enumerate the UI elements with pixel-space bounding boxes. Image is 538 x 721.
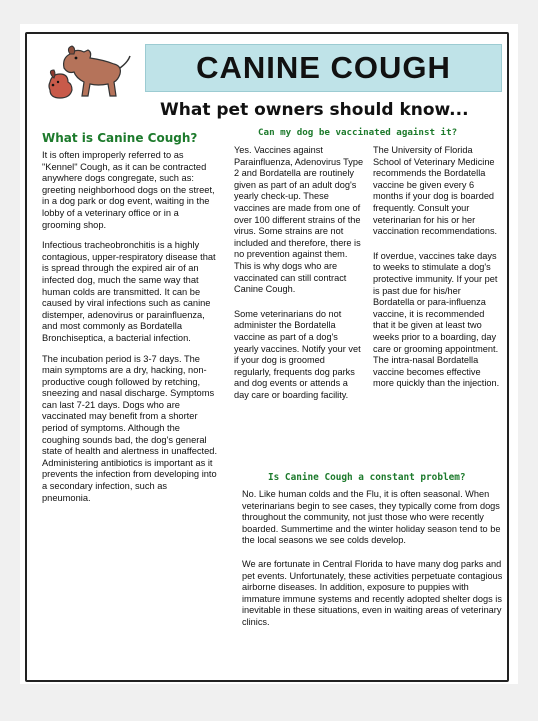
vaccinated-paragraph: Yes. Vaccines against Parainfluenza, Adenovirus Type 2 and Bordatella are routinely given as part of an adult dog's yearly check-up. These vaccines are made from one of over 100 different strains of the virus. Some strains are not included and therefore, there is no prevention against them. This is why dogs who are vaccinated can still contract Canine Cough. <box>234 145 364 295</box>
page-title: CANINE COUGH <box>196 50 451 85</box>
what-is-paragraph: The incubation period is 3-7 days. The main symptoms are a dry, hacking, non-productive cough followed by retching, sneezing and nasal discharge. Symptoms can last 7-21 days. Dogs who are vaccinated may benefit from a shorter period of symptoms. Although the coughing sounds bad, the dog's general state of health and alertness in unaffected. Administering antibiotics is important as it prevents the infection from developing into a secondary infection, such as pneumonia. <box>42 353 218 503</box>
what-is-heading: What is Canine Cough? <box>42 131 198 145</box>
what-is-paragraph: Infectious tracheobronchitis is a highly contagious, upper-respiratory disease that is spread through the expired air of an infected dog, much the same way that human colds are transmitted. It can be caused by viral infections such as canine distemper, adenovirus or parainfluenza, and most commonly as Bordatella Bronchiseptica, a bacterial infection. <box>42 240 216 343</box>
vaccinated-heading: Can my dog be vaccinated against it? <box>258 127 458 138</box>
title-banner <box>145 44 502 92</box>
constant-paragraph: No. Like human colds and the Flu, it is often seasonal. When veterinarians begin to see cases, they typically come from dogs throughout the community, not just those who were recently boarded. Summertime and the winter holiday season tend to be the local seasons we see colds develop. <box>242 489 501 546</box>
vaccinated-left-column <box>234 145 364 414</box>
what-is-paragraph: It is often improperly referred to as "Kennel" Cough, as it can be contracted anywhere dogs congregate, such as: greeting neighborhood dogs on the street, in a dog park or dog event, waiting in the lobby of a veterinary office or in a grooming shop. <box>42 150 215 230</box>
vaccinated-paragraph: If overdue, vaccines take days to weeks to stimulate a dog's protective immunity. If your pet is past due for his/her Bordatella or para-influenza vaccine, it is recommended that it be given at least two weeks prior to a boarding, day care or grooming appointment. The intra-nasal Bordatella vaccine becomes effective more quickly than the injection. <box>373 250 500 389</box>
vaccinated-right-column <box>373 145 501 403</box>
constant-paragraph: We are fortunate in Central Florida to have many dog parks and pet events. Unfortunately, these activities perpetuate contagious airborne diseases. In addition, exposure to puppies with immature immune systems and recently adopted shelter dogs is inevitable in these situations, even in waiting areas of veterinary clinics. <box>242 558 503 627</box>
constant-problem-heading: Is Canine Cough a constant problem? <box>268 472 466 483</box>
constant-problem-section <box>242 489 504 641</box>
what-is-section <box>42 150 218 513</box>
vaccinated-paragraph: Some veterinarians do not administer the Bordatella vaccine as part of a dog's yearly vaccines. Notify your vet if your dog is groomed regularly, frequents dog parks and dog events or attends a day care or boarding facility. <box>234 308 361 400</box>
vaccinated-paragraph: The University of Florida School of Veterinary Medicine recommends the Bordatella vaccine be given every 6 months if your dog is boarded frequently. Consult your veterinarian for his or her vaccination recommendations. <box>373 145 498 237</box>
page-subtitle: What pet owners should know... <box>160 100 469 120</box>
dog-logo-icon <box>44 38 134 102</box>
